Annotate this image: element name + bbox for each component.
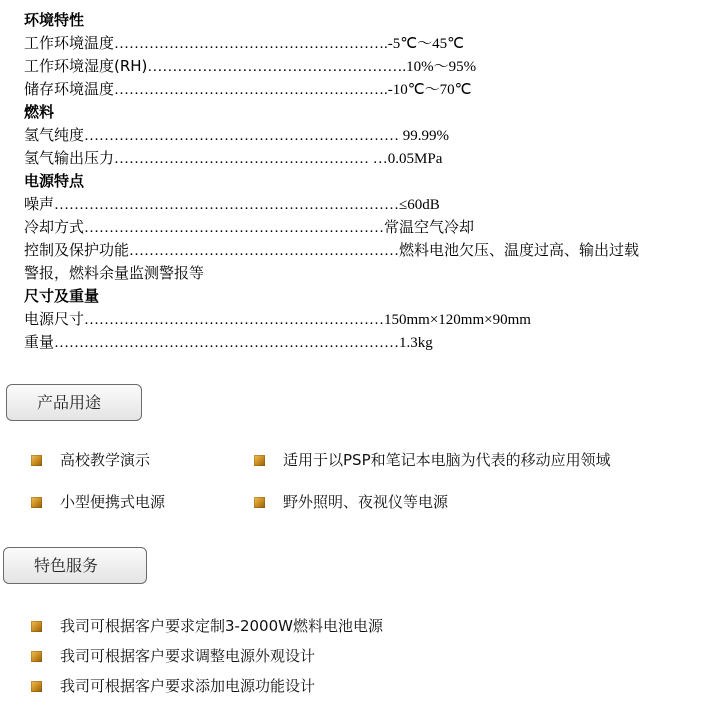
spec-row-work-humidity [24, 55, 704, 78]
spec-row-dimensions [24, 308, 704, 331]
spec-row-noise [24, 193, 704, 216]
leader-dots: …………………………………………………… [84, 220, 385, 236]
bullet-icon [31, 497, 42, 508]
spec-label: 噪声 [24, 195, 55, 213]
spec-row-weight [24, 331, 704, 354]
env-section-title: 环境特性 [24, 11, 85, 29]
spec-label: 重量 [24, 333, 55, 351]
spec-row-control [24, 239, 704, 262]
spec-label: 工作环境湿度(RH) [24, 57, 148, 75]
spec-row-control-continued [24, 262, 704, 285]
leader-dots: …………………………………………………………… [54, 335, 400, 351]
spec-label: 工作环境温度 [24, 34, 115, 52]
bullet-icon [31, 651, 42, 662]
service-item: 我司可根据客户要求定制3-2000W燃料电池电源 [60, 617, 383, 635]
fuel-section-title: 燃料 [24, 103, 55, 121]
size-section-title: 尺寸及重量 [24, 287, 100, 305]
spec-label: 电源尺寸 [24, 310, 85, 328]
spec-row-storage-temp [24, 78, 704, 101]
leader-dots: ……………………………………………… [114, 82, 385, 98]
spec-label: 冷却方式 [24, 218, 85, 236]
spec-label: 控制及保护功能 [24, 241, 130, 259]
leader-dots: …………………………………………… [147, 59, 403, 75]
spec-value: 150mm×120mm×90mm [384, 312, 531, 328]
spec-row-work-temp [24, 32, 704, 55]
spec-value: 99.99% [399, 128, 450, 144]
bullet-icon [31, 621, 42, 632]
spec-value: .-5℃～45℃ [384, 36, 464, 52]
leader-dots: ……………………………………………………… [84, 128, 400, 144]
leader-dots: …………………………………………………………… [54, 197, 400, 213]
leader-dots: ……………………………………………… [129, 243, 400, 259]
spec-value: 1.3kg [399, 335, 433, 351]
bullet-icon [254, 455, 265, 466]
spec-value: .10%～95% [402, 59, 477, 75]
usage-item: 高校教学演示 [60, 451, 151, 469]
spec-label: 储存环境温度 [24, 80, 115, 98]
spec-value-continued: 警报，燃料余量监测警报等 [24, 264, 205, 282]
power-section-title: 电源特点 [24, 172, 85, 190]
usage-item: 野外照明、夜视仪等电源 [283, 493, 449, 511]
spec-value: .-10℃～70℃ [384, 82, 472, 98]
spec-row-cooling [24, 216, 704, 239]
bullet-icon [254, 497, 265, 508]
product-usage-button[interactable]: 产品用途 [6, 384, 142, 421]
bullet-icon [31, 455, 42, 466]
spec-value: 燃料电池欠压、温度过高、输出过载 [399, 241, 640, 259]
spec-list [24, 9, 704, 354]
usage-item: 小型便携式电源 [60, 493, 166, 511]
spec-row-pressure [24, 147, 704, 170]
service-item: 我司可根据客户要求添加电源功能设计 [60, 677, 316, 695]
featured-service-button[interactable]: 特色服务 [3, 547, 147, 584]
spec-label: 氢气纯度 [24, 126, 85, 144]
service-item: 我司可根据客户要求调整电源外观设计 [60, 647, 316, 665]
leader-dots: ……………………………………………… [114, 36, 385, 52]
spec-value: 常温空气冷却 [384, 218, 475, 236]
leader-dots: …………………………………………………… [84, 312, 385, 328]
spec-value: 0.05MPa [387, 151, 443, 167]
leader-dots: …………………………………………… … [114, 151, 388, 167]
spec-row-purity [24, 124, 704, 147]
spec-value: ≤60dB [399, 197, 440, 213]
usage-item: 适用于以PSP和笔记本电脑为代表的移动应用领域 [283, 451, 611, 469]
bullet-icon [31, 681, 42, 692]
spec-label: 氢气输出压力 [24, 149, 115, 167]
